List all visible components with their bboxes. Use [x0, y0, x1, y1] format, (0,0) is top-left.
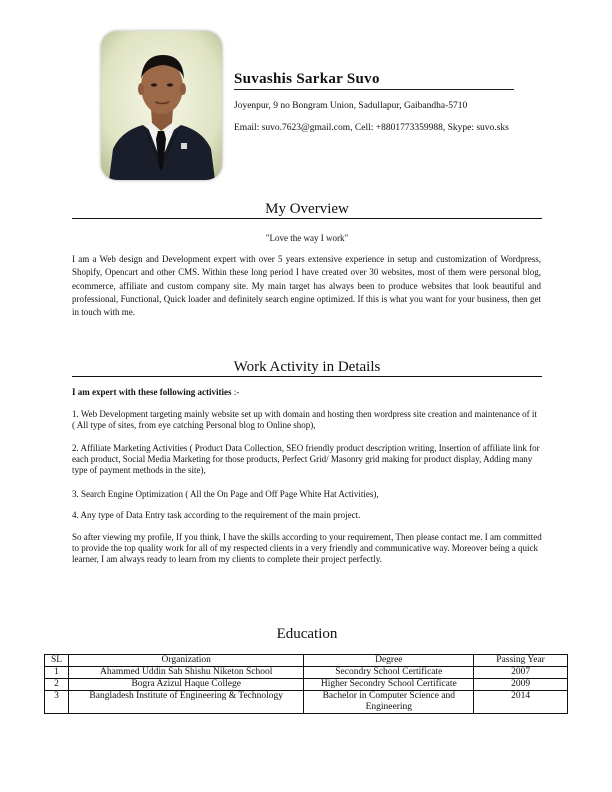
work-closing: So after viewing my profile, If you think, I have the skills according to your requirement, Then please contact me. I am committed to provide the top quality work for all of my respected clients in a very friendly and communicative way. Moreover being a quick learner, I am always ready to learn from my clients to complete their project perfectly.: [72, 532, 542, 565]
cell-year: 2007: [474, 667, 568, 679]
overview-title: My Overview: [265, 201, 349, 217]
cell-degree: Bachelor in Computer Science and Engineering: [304, 691, 474, 714]
cell-organization: Bogra Azizul Haque College: [68, 679, 304, 691]
work-item-2: 2. Affiliate Marketing Activities ( Product Data Collection, SEO friendly product description writing, Insertion of affiliate link for each product, Social Media Marketing for those products, Perfect Grid/ Masonry grid making for product display, Adding many type of payment methods in the site),: [72, 443, 540, 476]
education-title: Education: [276, 626, 338, 642]
cell-organization: Ahammed Uddin Sah Shishu Niketon School: [68, 667, 304, 679]
cell-sl: 1: [45, 667, 69, 679]
contact-info: Email: suvo.7623@gmail.com, Cell: +8801773359988, Skype: suvo.sks: [234, 123, 509, 133]
profile-photo: [101, 31, 222, 180]
work-item-1: 1. Web Development targeting mainly website set up with domain and hosting then wordpress site creation and maintenance of it ( All type of sites, from eye catching Personal blog to Online shop),: [72, 409, 537, 431]
col-header-passing-year: Passing Year: [474, 655, 568, 667]
work-intro-bold: I am expert with these following activities: [72, 387, 232, 397]
col-header-organization: Organization: [68, 655, 304, 667]
overview-body: I am a Web design and Development expert with over 5 years extensive experience in setup and customization of Wordpress, Shopify, Opencart and other CMS. Within these long period I have created over 30 websites, most of them were personal blog, ecommerce, affiliate and custom company site. My main target has always been to produce websites that look beautiful and professional, Functional, Quick loader and definitely search engine optimized. If this is what you want for your business, then get in touch with me.: [72, 254, 541, 318]
cell-organization: Bangladesh Institute of Engineering & Technology: [68, 691, 304, 714]
overview-quote: "Love the way I work": [265, 233, 349, 243]
cell-degree: Higher Secondry School Certificate: [304, 679, 474, 691]
cell-year: 2009: [474, 679, 568, 691]
col-header-sl: SL: [45, 655, 69, 667]
table-row: [45, 679, 568, 691]
table-row: [45, 667, 568, 679]
col-header-degree: Degree: [304, 655, 474, 667]
cell-sl: 2: [45, 679, 69, 691]
work-item-3: 3. Search Engine Optimization ( All the On Page and Off Page White Hat Activities),: [72, 489, 379, 499]
work-divider: [72, 376, 542, 377]
address: Joyenpur, 9 no Bongram Union, Sadullapur, Gaibandha-5710: [234, 101, 468, 111]
work-intro: [72, 387, 542, 398]
candidate-name: Suvashis Sarkar Suvo: [234, 71, 514, 90]
table-row: [45, 691, 568, 714]
table-header-row: [45, 655, 568, 667]
cell-degree: Secondry School Certificate: [304, 667, 474, 679]
cell-year: 2014: [474, 691, 568, 714]
education-table: [44, 654, 568, 714]
work-intro-rest: :-: [231, 387, 240, 397]
work-title: Work Activity in Details: [233, 359, 381, 375]
cell-sl: 3: [45, 691, 69, 714]
work-item-4: 4. Any type of Data Entry task according to the requirement of the main project.: [72, 510, 361, 520]
overview-divider: [72, 218, 542, 219]
